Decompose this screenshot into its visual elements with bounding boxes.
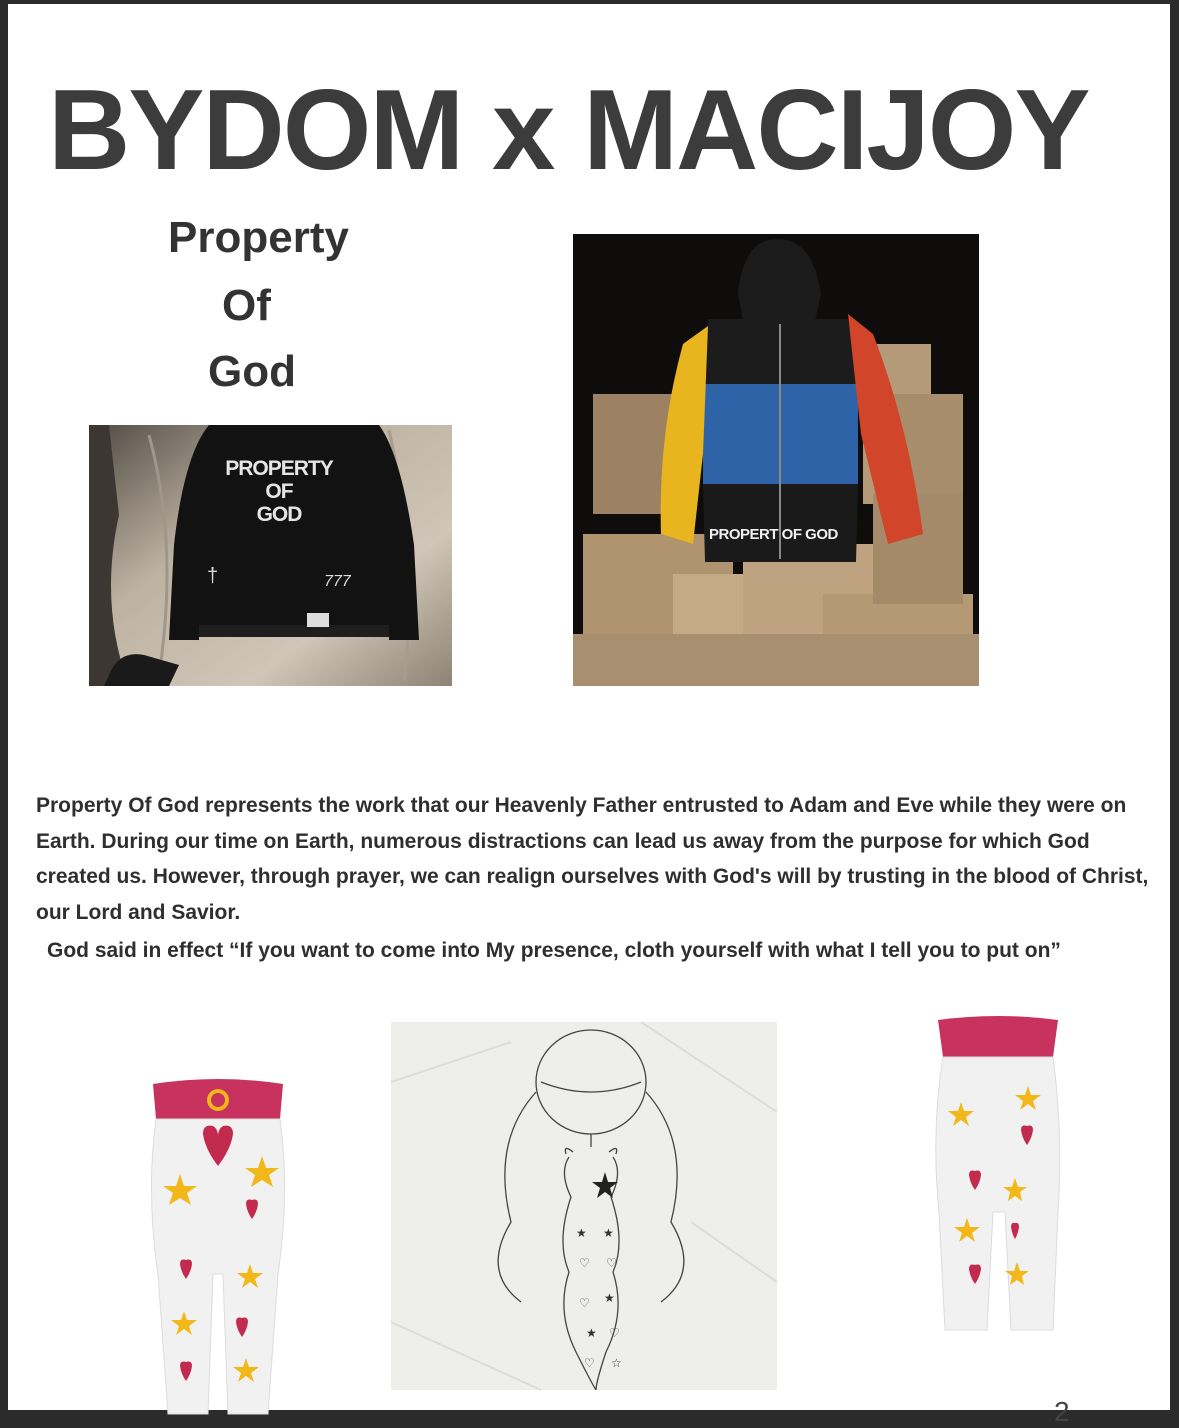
svg-text:★: ★ [603, 1226, 614, 1240]
pants-back-mockup [923, 1012, 1073, 1337]
page-number: 2 [1054, 1396, 1070, 1427]
svg-text:♡: ♡ [609, 1326, 620, 1340]
tagline-line-3: God [208, 347, 296, 396]
svg-text:♡: ♡ [579, 1296, 590, 1310]
shirt-print-line-3: GOD [256, 503, 302, 526]
jacket-photo [573, 234, 979, 686]
shirt-print-line-2: OF [265, 480, 293, 503]
svg-text:♡: ♡ [584, 1356, 595, 1370]
shirt-print-number: 777 [324, 573, 351, 590]
cross-icon: † [207, 565, 219, 587]
pants-front-mockup [128, 1074, 308, 1414]
svg-text:♡: ♡ [579, 1256, 590, 1270]
document-page [8, 4, 1170, 1427]
svg-text:★: ★ [576, 1226, 587, 1240]
design-sketch [391, 1022, 777, 1390]
svg-text:☆: ☆ [611, 1356, 622, 1370]
svg-text:♡: ♡ [606, 1256, 617, 1270]
description-quote: God said in effect “If you want to come into My presence, cloth yourself with what I tell you to put on” [47, 939, 1061, 962]
shirt-photo [89, 425, 452, 686]
tagline-line-2: Of [222, 281, 271, 330]
svg-text:★: ★ [586, 1326, 597, 1340]
shirt-print-line-1: PROPERTY [225, 457, 333, 480]
svg-text:★: ★ [604, 1291, 615, 1305]
page-title: BYDOM x MACIJOY [48, 67, 1089, 194]
description-paragraph: Property Of God represents the work that our Heavenly Father entrusted to Adam and Eve while they were on Earth. During our time on Earth, numerous distractions can lead us away from the purpose for which God created us. However, through prayer, we can realign ourselves with God's will by trusting in the blood of Christ, our Lord and Savior. [36, 794, 1149, 924]
tagline-line-1: Property [168, 213, 349, 262]
jacket-print-text: PROPERT OF GOD [709, 526, 838, 543]
